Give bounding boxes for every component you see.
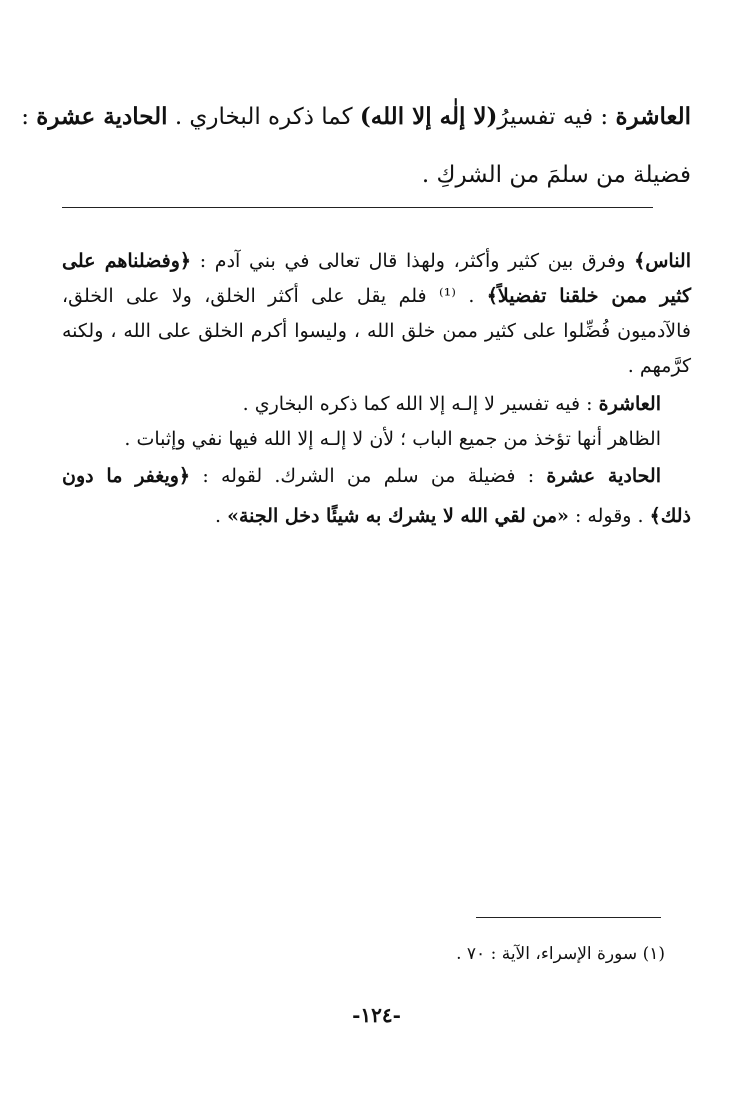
commentary-span: .: [215, 505, 222, 527]
commentary-span: . وقوله :: [574, 505, 644, 527]
main-text-line-1: [21, 94, 691, 140]
quran-quote: ﴿وفضلناهم على: [62, 250, 192, 272]
main-text-line-2: [62, 152, 691, 198]
commentary-span: فالآدميون فُضِّلوا على كثير ممن خلق الله ، وليسوا أكرم الخلق على الله ، ولكنه: [62, 320, 691, 342]
commentary-line-7: [62, 460, 661, 492]
footnote: [456, 944, 665, 964]
quran-quote: ﴿ويغفر ما دون: [62, 465, 191, 487]
hadith-quote: «من لقي الله لا يشرك به شيئًا دخل الجنة»: [227, 505, 569, 527]
main-text-span: كما ذكره البخاري .: [174, 104, 353, 130]
commentary-span: : فضيلة من سلم من الشرك. لقوله :: [202, 465, 535, 487]
commentary-line-8: [62, 500, 691, 532]
main-text-span: فضيلة من سلمَ من الشركِ .: [421, 162, 691, 188]
page-number: -١٢٤-: [352, 1003, 401, 1027]
commentary-line-3: [62, 315, 691, 347]
heading-eleventh: الحادية عشرة: [546, 465, 661, 487]
commentary-span: كرَّمهم .: [627, 355, 691, 377]
commentary-span: . ⁽¹⁾ فلم يقل على أكثر الخلق، ولا على الخلق،: [62, 285, 475, 307]
quran-quote: الناس﴾: [634, 250, 691, 272]
main-text-span: : فيه تفسيرُ: [497, 104, 609, 130]
heading-tenth: العاشرة: [615, 103, 691, 130]
commentary-span: الظاهر أنها تؤخذ من جميع الباب ؛ لأن لا إلـه إلا الله فيها نفي وإثبات .: [124, 428, 661, 450]
footnote-rule: [476, 917, 661, 918]
main-text-span: :: [21, 104, 29, 130]
commentary-span: وفرق بين كثير وأكثر، ولهذا قال تعالى في بني آدم :: [199, 250, 626, 272]
commentary-line-4: [62, 350, 691, 382]
footnote-text: سورة الإسراء، الآية : ٧٠ .: [456, 944, 638, 964]
commentary-line-6: [62, 423, 661, 455]
heading-tenth: العاشرة: [598, 393, 661, 415]
commentary-line-5: [62, 388, 661, 420]
quran-quote: ذلك﴾: [649, 505, 691, 527]
commentary-line-2: [62, 280, 691, 312]
heading-eleventh: الحادية عشرة: [36, 103, 168, 130]
commentary-span: : فيه تفسير لا إلـه إلا الله كما ذكره البخاري .: [242, 393, 593, 415]
quran-quote: كثير ممن خلقنا تفضيلاً﴾: [486, 285, 692, 307]
separator-rule: [62, 207, 653, 208]
commentary-line-1: [62, 245, 691, 277]
shahada-phrase: (لا إلٰه إلا الله): [359, 103, 498, 130]
footnote-marker: (١): [642, 944, 665, 964]
